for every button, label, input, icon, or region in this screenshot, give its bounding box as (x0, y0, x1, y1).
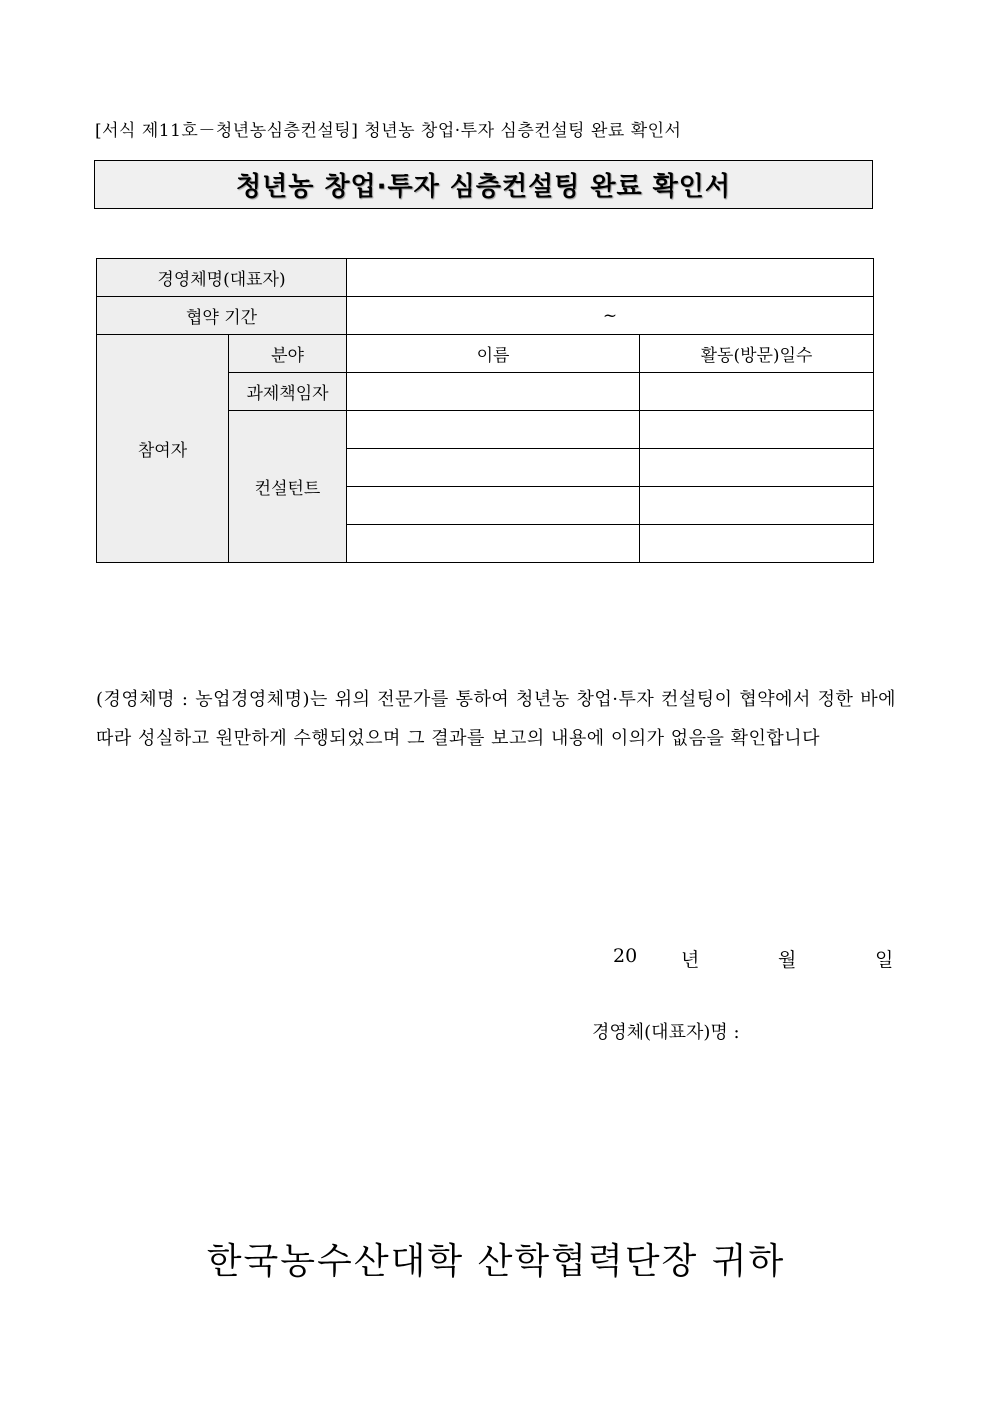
document-title: 청년농 창업·투자 심층컨설팅 완료 확인서 (235, 172, 732, 202)
recipient-line: 한국농수산대학 산학협력단장 귀하 (206, 1241, 786, 1282)
consultant-days-cell[interactable] (640, 487, 874, 525)
confirmation-paragraph: (경영체명 : 농업경영체명)는 위의 전문가를 통하여 청년농 창업·투자 컨설팅이 협약에서 정한 바에 따라 성실하고 원만하게 수행되었으며 그 결과를 보고의 내용에 이의가 없음을 확인합니다 (96, 689, 896, 749)
form-number-label: [서식 제11호－청년농심층컨설팅] 청년농 창업·투자 심층컨설팅 완료 확인서 (95, 121, 682, 141)
project-leader-label: 과제책임자 (229, 373, 347, 411)
consultant-days-cell[interactable] (640, 525, 874, 563)
participants-label: 참여자 (97, 335, 229, 563)
business-name-value[interactable] (347, 259, 874, 297)
year-label: 년 (681, 949, 700, 971)
year-prefix: 20 (613, 945, 638, 967)
project-leader-name-cell[interactable] (347, 373, 640, 411)
day-label: 일 (875, 949, 894, 971)
consultant-days-cell[interactable] (640, 449, 874, 487)
consultant-name-cell[interactable] (347, 525, 640, 563)
business-name-label: 경영체명(대표자) (97, 259, 347, 297)
agreement-period-value[interactable]: ~ (347, 297, 874, 335)
name-column-header: 이름 (347, 335, 640, 373)
document-title-box (94, 160, 873, 209)
consultant-name-cell[interactable] (347, 411, 640, 449)
consultant-label: 컨설턴트 (229, 411, 347, 563)
field-column-header: 분야 (229, 335, 347, 373)
consultant-name-cell[interactable] (347, 449, 640, 487)
agreement-period-label: 협약 기간 (97, 297, 347, 335)
month-label: 월 (778, 949, 797, 971)
participant-table (96, 258, 874, 563)
days-column-header: 활동(방문)일수 (640, 335, 874, 373)
column-header-row (97, 335, 874, 373)
business-name-row (97, 259, 874, 297)
signer-label: 경영체(대표자)명 : (592, 1022, 740, 1043)
consultant-days-cell[interactable] (640, 411, 874, 449)
agreement-period-row (97, 297, 874, 335)
project-leader-days-cell[interactable] (640, 373, 874, 411)
consultant-name-cell[interactable] (347, 487, 640, 525)
